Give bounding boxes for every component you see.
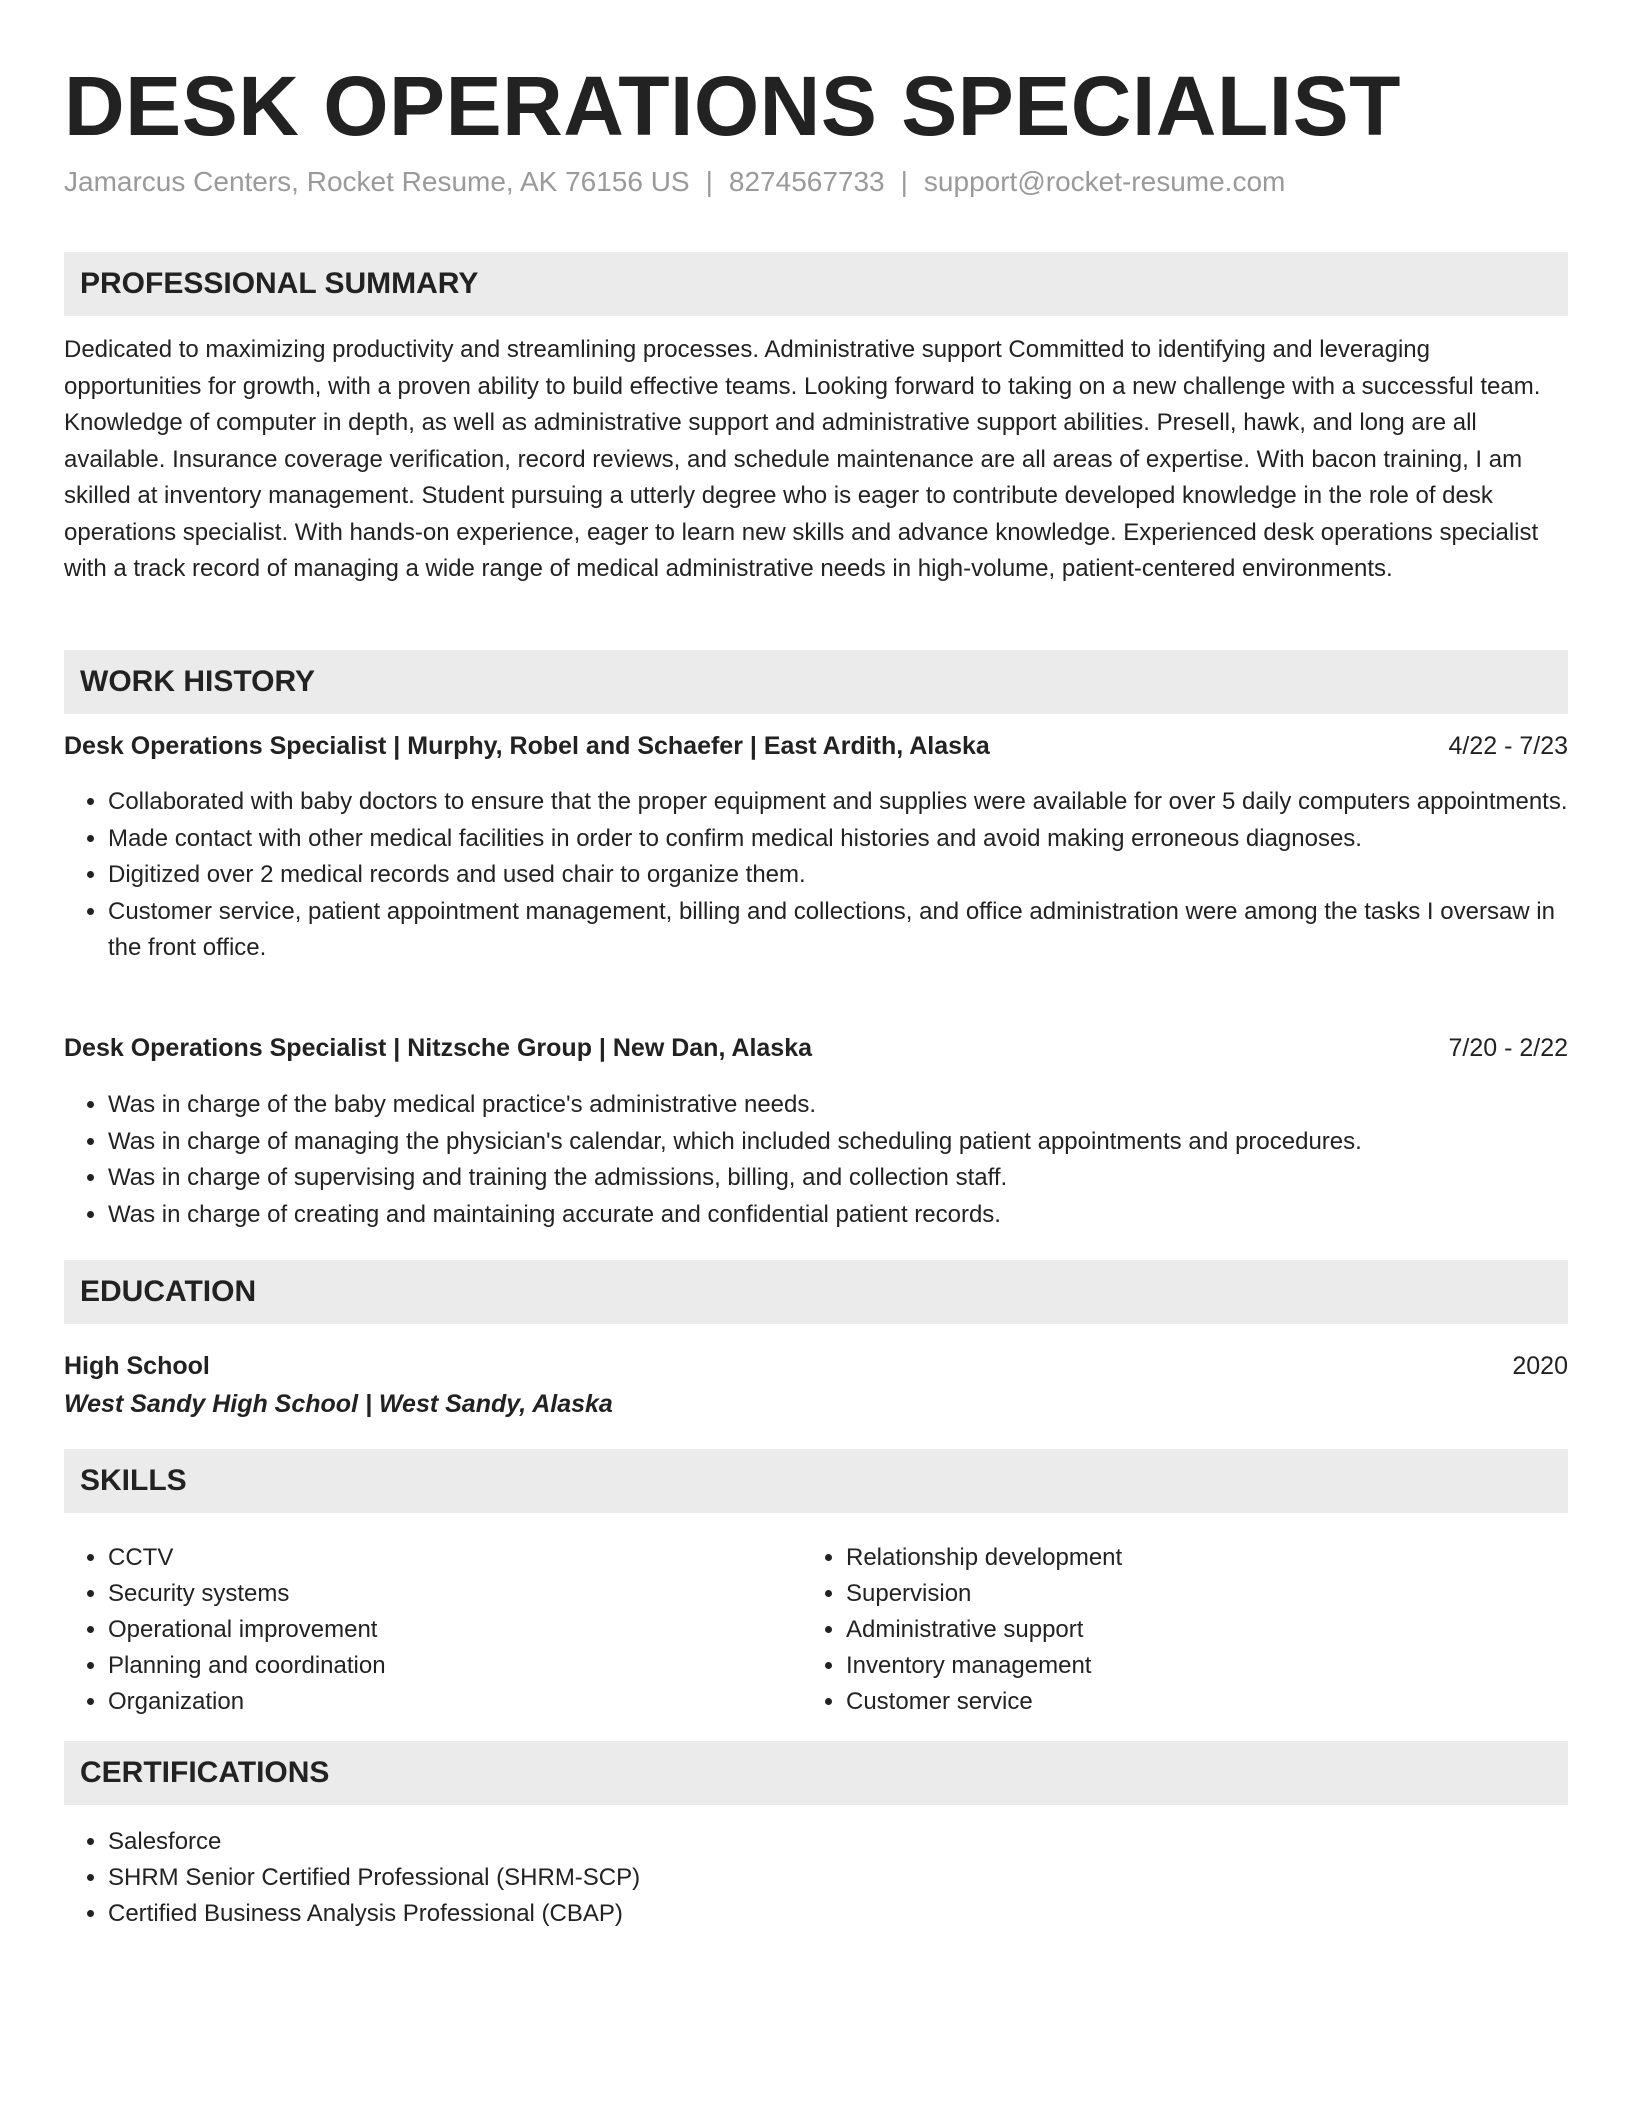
list-item: • Was in charge of supervising and training the admissions, billing, and collection staff. xyxy=(108,1160,1568,1197)
job-title: Desk Operations Specialist | Murphy, Robel and Schaefer | East Ardith, Alaska xyxy=(64,732,990,760)
list-item: • Customer service, patient appointment management, billing and collections, and office administration were among the tasks I oversaw in the front office. xyxy=(108,894,1568,967)
job-bullets xyxy=(64,1087,1568,1233)
job-title: Desk Operations Specialist | Nitzsche Group | New Dan, Alaska xyxy=(64,1034,813,1062)
contact-line xyxy=(64,166,1285,198)
list-item: • Was in charge of creating and maintaining accurate and confidential patient records. xyxy=(108,1197,1568,1234)
education-degree: High School xyxy=(64,1352,210,1380)
list-item: • Security systems xyxy=(108,1576,804,1612)
list-item: • Was in charge of managing the physician's calendar, which included scheduling patient appointments and procedures. xyxy=(108,1124,1568,1161)
education-year: 2020 xyxy=(1512,1352,1568,1380)
list-item: • Organization xyxy=(108,1684,804,1720)
job-dates: 4/22 - 7/23 xyxy=(1448,732,1568,760)
section-heading-skills: SKILLS xyxy=(64,1449,1568,1513)
education-school: West Sandy High School | West Sandy, Alaska xyxy=(64,1390,613,1418)
list-item: • Made contact with other medical facilities in order to confirm medical histories and avoid making erroneous diagnoses. xyxy=(108,821,1568,858)
list-item: • Supervision xyxy=(846,1576,1542,1612)
list-item: • Relationship development xyxy=(846,1540,1542,1576)
list-item: • Planning and coordination xyxy=(108,1648,804,1684)
section-heading-certifications: CERTIFICATIONS xyxy=(64,1741,1568,1805)
section-heading-work-history: WORK HISTORY xyxy=(64,650,1568,714)
resume-name: DESK OPERATIONS SPECIALIST xyxy=(64,59,1401,153)
section-heading-education: EDUCATION xyxy=(64,1260,1568,1324)
contact-address: Jamarcus Centers, Rocket Resume, AK 76156 US xyxy=(64,166,690,197)
skills-list-left xyxy=(64,1540,804,1720)
list-item: • Salesforce xyxy=(108,1824,1568,1860)
certifications-list xyxy=(64,1824,1568,1932)
list-item: • Operational improvement xyxy=(108,1612,804,1648)
contact-separator: | xyxy=(705,166,713,197)
contact-email: support@rocket-resume.com xyxy=(923,166,1286,197)
job-dates: 7/20 - 2/22 xyxy=(1448,1034,1568,1062)
section-heading-summary: PROFESSIONAL SUMMARY xyxy=(64,252,1568,316)
contact-phone: 8274567733 xyxy=(728,166,885,197)
job-bullets xyxy=(64,784,1568,967)
list-item: • Certified Business Analysis Professional (CBAP) xyxy=(108,1896,1568,1932)
list-item: • Inventory management xyxy=(846,1648,1542,1684)
list-item: • SHRM Senior Certified Professional (SHRM-SCP) xyxy=(108,1860,1568,1896)
list-item: • Administrative support xyxy=(846,1612,1542,1648)
list-item: • CCTV xyxy=(108,1540,804,1576)
list-item: • Collaborated with baby doctors to ensure that the proper equipment and supplies were available for over 5 daily computers appointments. xyxy=(108,784,1568,821)
skills-list-right xyxy=(802,1540,1542,1720)
contact-separator: | xyxy=(900,166,908,197)
list-item: • Digitized over 2 medical records and used chair to organize them. xyxy=(108,857,1568,894)
summary-text: Dedicated to maximizing productivity and streamlining processes. Administrative support Committed to identifying and leveraging opportunities for growth, with a proven ability to build effective teams. Looking forward to taking on a new challenge with a successful team. Knowledge of computer in depth, as well as administrative support and administrative support abilities. Presell, hawk, and long are all available. Insurance coverage verification, record reviews, and schedule maintenance are all areas of expertise. With bacon training, I am skilled at inventory management. Student pursuing a utterly degree who is eager to contribute developed knowledge in the role of desk operations specialist. With hands-on experience, eager to learn new skills and advance knowledge. Experienced desk operations specialist with a track record of managing a wide range of medical administrative needs in high-volume, patient-centered environments. xyxy=(64,336,1541,582)
list-item: • Customer service xyxy=(846,1684,1542,1720)
list-item: • Was in charge of the baby medical practice's administrative needs. xyxy=(108,1087,1568,1124)
